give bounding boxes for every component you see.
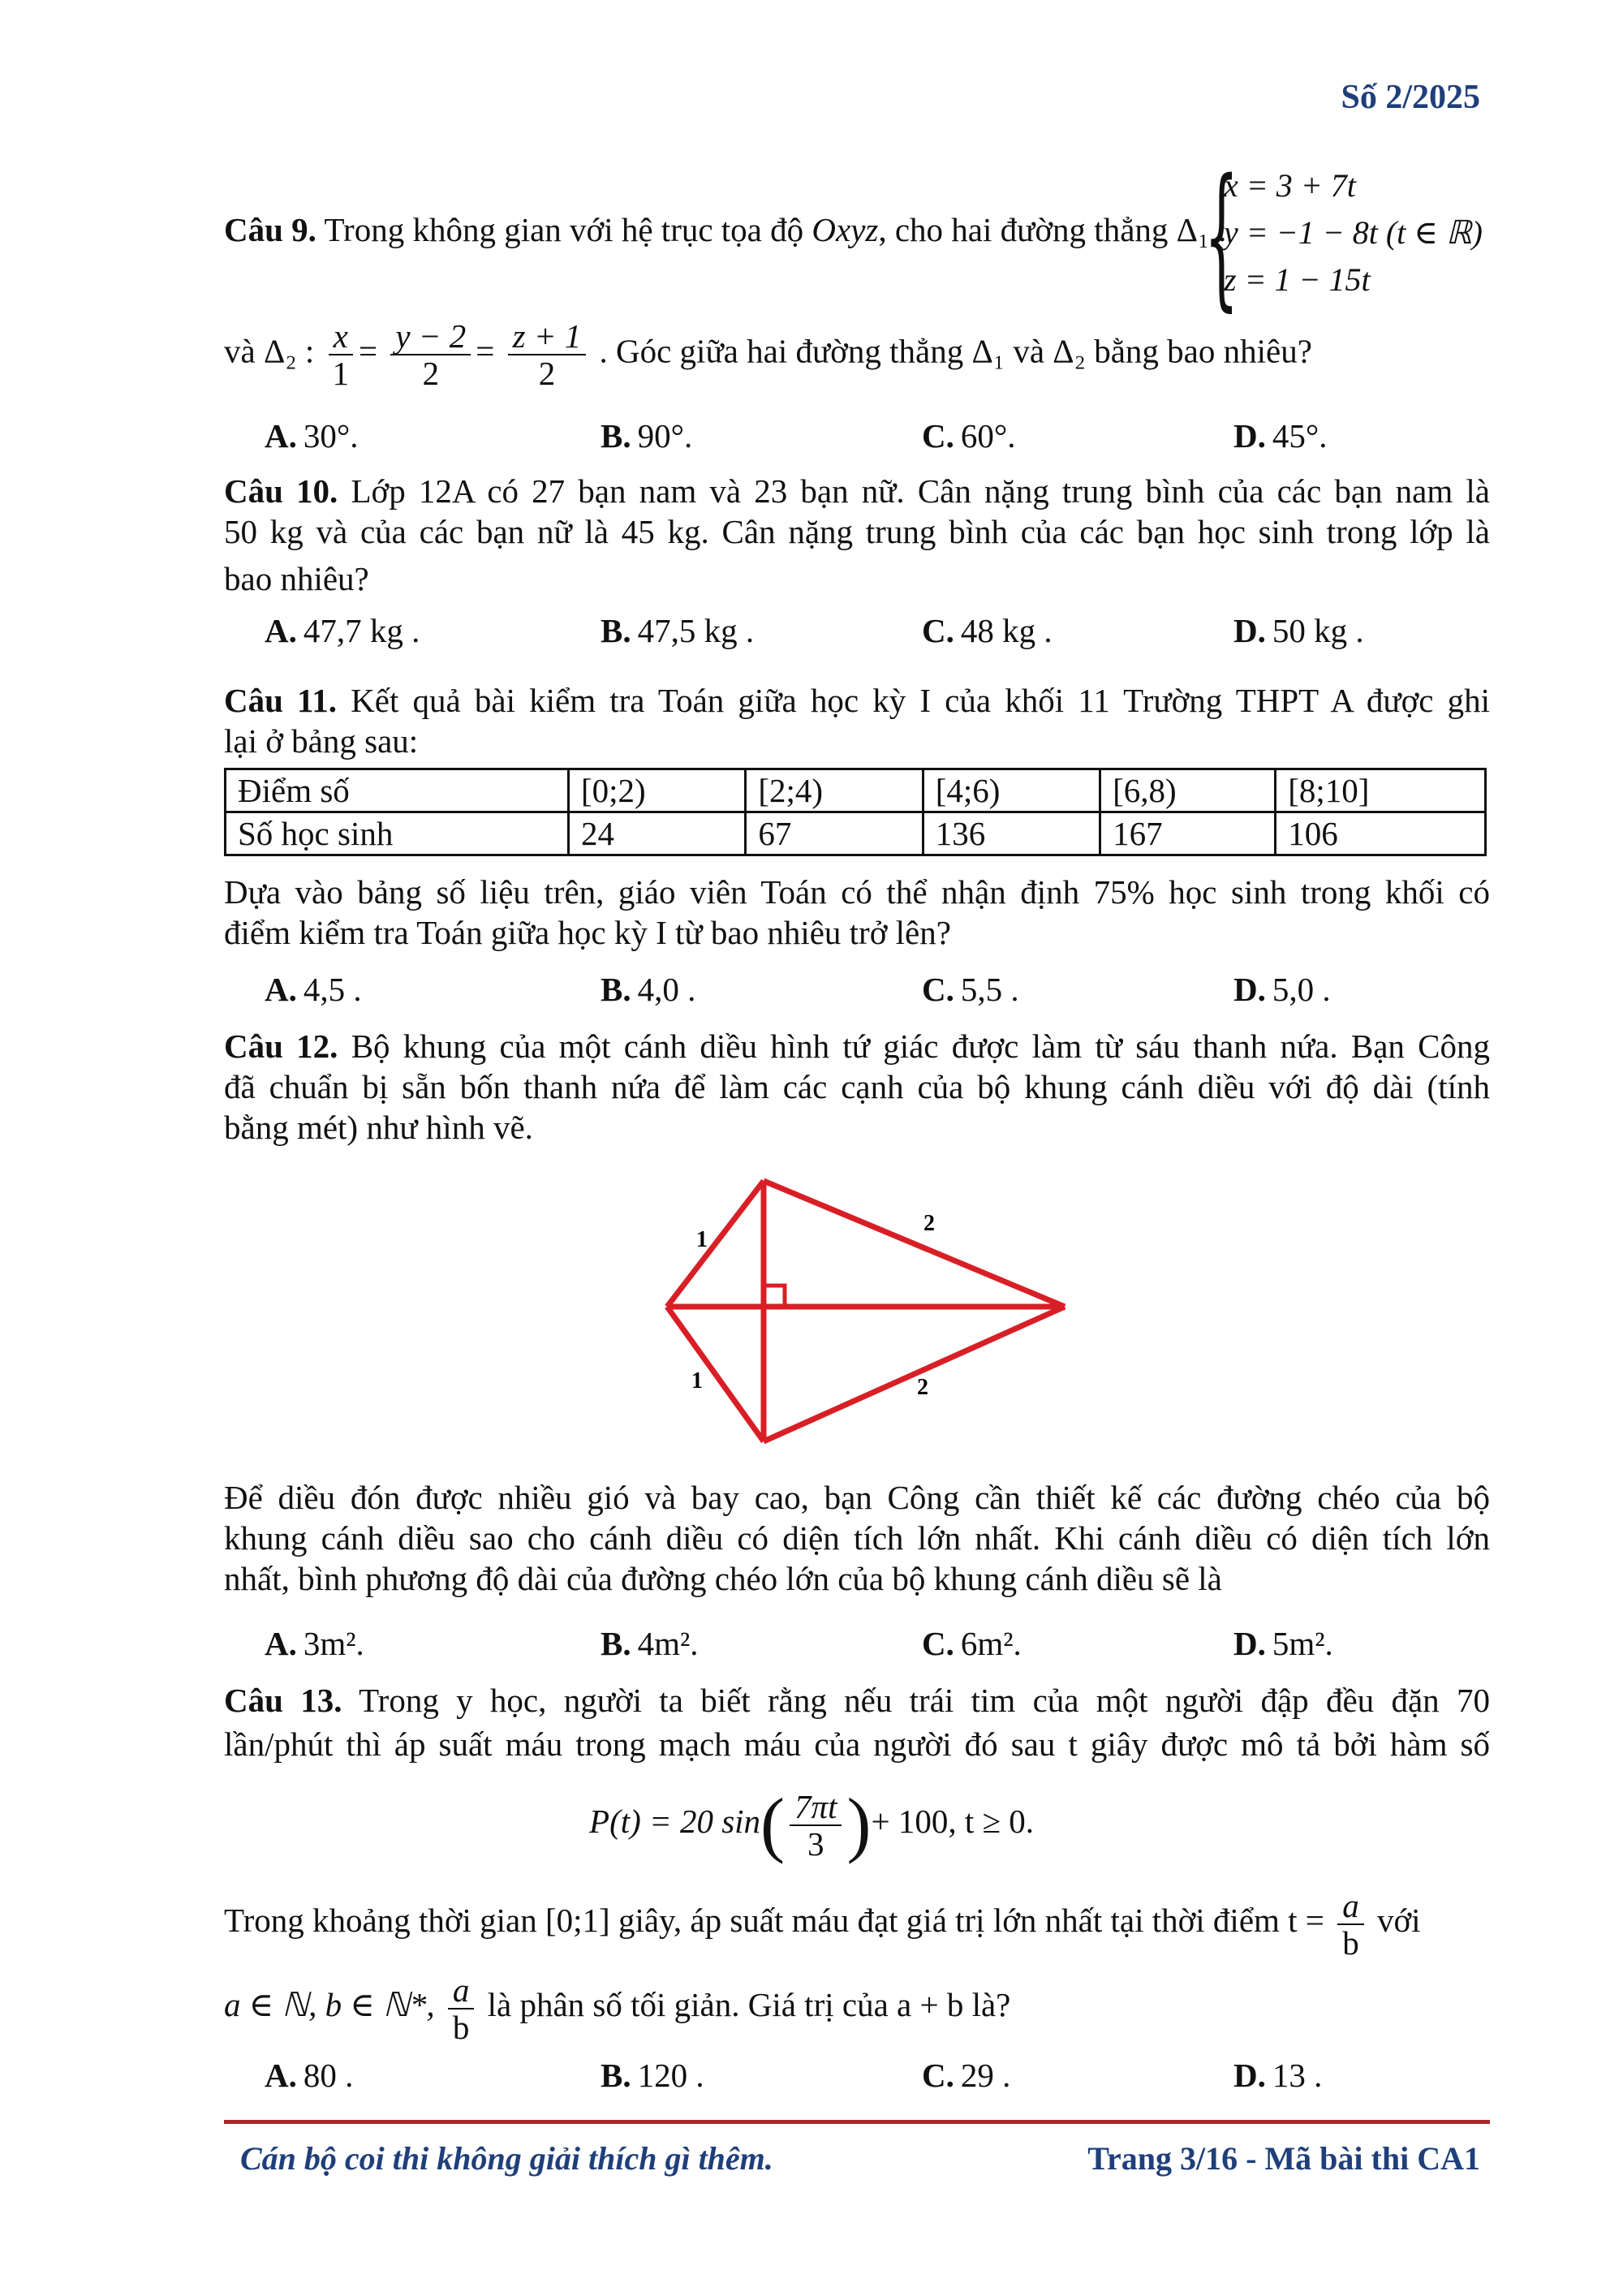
- option-letter: D.: [1233, 971, 1266, 1008]
- option-text: 4,5 .: [303, 971, 362, 1008]
- page-indicator: Trang 3/16 - Mã bài thi CA1: [1087, 2140, 1480, 2177]
- option-text: 48 kg .: [960, 612, 1053, 649]
- q12-line5: khung cánh diều sao cho cánh diều có diện tích lớn nhất. Khi cánh diều có diện tích lớn: [224, 1519, 1490, 1557]
- q13-option-d[interactable]: [1233, 2055, 1322, 2096]
- q9-stem-a: Trong không gian với hệ trục tọa độ: [324, 211, 804, 248]
- option-text: 120 .: [637, 2057, 704, 2094]
- option-text: 30°.: [303, 417, 359, 454]
- option-letter: B.: [601, 612, 631, 649]
- q9-option-d[interactable]: [1233, 416, 1328, 456]
- table-cell: [4;6): [923, 769, 1100, 812]
- q13-option-a[interactable]: [265, 2055, 353, 2096]
- issue-number: Số 2/2025: [1341, 79, 1480, 116]
- q9-option-b[interactable]: [601, 416, 692, 456]
- paren-close: ): [846, 1784, 872, 1865]
- q13-frac-ab2: [448, 1972, 475, 2045]
- q13-line4: [224, 1967, 1490, 2045]
- q12-option-c[interactable]: [922, 1623, 1022, 1664]
- q13-formula: [0, 1782, 1623, 1864]
- label-top-right: 2: [923, 1211, 935, 1236]
- q13-line3-b: với: [1376, 1902, 1421, 1939]
- option-text: 50 kg .: [1272, 612, 1364, 649]
- option-text: 13 .: [1272, 2057, 1323, 2094]
- option-letter: A.: [265, 2057, 297, 2094]
- footer-note: Cán bộ coi thi không giải thích gì thêm.: [240, 2140, 773, 2177]
- option-text: 47,5 kg .: [637, 612, 755, 649]
- q10-line1-text: Lớp 12A có 27 bạn nam và 23 bạn nữ. Cân nặng trung bình của các bạn nam là: [351, 472, 1491, 510]
- q12-line1-text: Bộ khung của một cánh diều hình tứ giác được làm từ sáu thanh nứa. Bạn Công: [351, 1027, 1491, 1065]
- q11-line3: Dựa vào bảng số liệu trên, giáo viên Toán có thể nhận định 75% học sinh trong khối có: [224, 873, 1490, 911]
- option-letter: D.: [1233, 2057, 1266, 2094]
- system-brace: {: [1204, 146, 1239, 325]
- option-text: 47,7 kg .: [303, 612, 420, 649]
- option-text: 60°.: [960, 417, 1016, 454]
- q9-f2-den: 2: [422, 355, 440, 392]
- label-bottom-right: 2: [917, 1375, 928, 1400]
- q9-f3-den: 2: [538, 355, 556, 392]
- kite-figure: [649, 1169, 1087, 1461]
- q11-option-c[interactable]: [922, 969, 1019, 1010]
- label-bottom-left: 1: [691, 1368, 703, 1394]
- q11-line2: lại ở bảng sau:: [224, 722, 419, 760]
- option-letter: A.: [265, 612, 297, 649]
- q9-equation-system: [1224, 162, 1483, 304]
- q11-line1-text: Kết quả bài kiểm tra Toán giữa học kỳ I của khối 11 Trường THPT A được ghi: [351, 682, 1490, 719]
- q9-f3-num: z + 1: [508, 318, 587, 355]
- q10-line1: [224, 471, 1490, 511]
- option-letter: C.: [922, 612, 954, 649]
- q13-line3: [224, 1883, 1490, 1961]
- option-text: 80 .: [303, 2057, 354, 2094]
- q12-line4: Để diều đón được nhiều gió và bay cao, bạn Công cần thiết kế các đường chéo của bộ: [224, 1479, 1490, 1516]
- q9-frac1: [328, 318, 355, 391]
- option-text: 4m².: [637, 1625, 699, 1662]
- option-text: 29 .: [960, 2057, 1011, 2094]
- option-text: 90°.: [637, 417, 693, 454]
- footer-divider: [224, 2120, 1490, 2124]
- option-letter: D.: [1233, 612, 1266, 649]
- table-cell: Số học sinh: [226, 812, 569, 855]
- table-row: [226, 812, 1486, 855]
- q9-f1-num: x: [329, 318, 353, 355]
- option-text: 5m².: [1272, 1625, 1333, 1662]
- q13-option-c[interactable]: [922, 2055, 1010, 2096]
- score-table: [224, 768, 1487, 856]
- q9-sys-y: y = −1 − 8t (t ∈ ℝ): [1224, 214, 1483, 251]
- option-text: 6m².: [960, 1625, 1022, 1662]
- q10-label: Câu 10.: [224, 472, 338, 510]
- q9-frac2: [390, 318, 471, 391]
- option-text: 5,0 .: [1272, 971, 1331, 1008]
- table-cell: [0;2): [569, 769, 746, 812]
- q9-stem-b: , cho hai đường thẳng Δ₁ :: [878, 211, 1227, 248]
- q9-frac3: [508, 318, 587, 391]
- table-cell: 106: [1276, 812, 1486, 855]
- q12-line6: nhất, bình phương độ dài của đường chéo lớn của bộ khung cánh diều sẽ là: [224, 1560, 1222, 1597]
- q9-f1-den: 1: [332, 355, 349, 392]
- q12-line3: bằng mét) như hình vẽ.: [224, 1109, 533, 1146]
- table-cell: 24: [569, 812, 746, 855]
- q9-sys-x: x = 3 + 7t: [1224, 167, 1356, 204]
- table-cell: [2;4): [746, 769, 923, 812]
- option-letter: D.: [1233, 417, 1266, 454]
- formula-num: 7πt: [790, 1789, 842, 1826]
- q11-option-a[interactable]: [265, 969, 362, 1010]
- q10-line3: bao nhiêu?: [224, 560, 369, 597]
- option-letter: B.: [601, 1625, 631, 1662]
- option-letter: C.: [922, 2057, 954, 2094]
- table-row: [226, 769, 1486, 812]
- q13-line4-b: là phân số tối giản. Giá trị của a + b là?: [487, 1986, 1011, 2023]
- q13-line1: [224, 1680, 1490, 1721]
- q13-line3-a: Trong khoảng thời gian [0;1] giây, áp suất máu đạt giá trị lớn nhất tại thời điểm t =: [224, 1902, 1324, 1939]
- q12-option-d[interactable]: [1233, 1623, 1333, 1664]
- q12-option-b[interactable]: [601, 1623, 699, 1664]
- formula-b: + 100, t ≥ 0.: [871, 1803, 1034, 1840]
- option-text: 5,5 .: [960, 971, 1019, 1008]
- paren-open: (: [760, 1784, 786, 1865]
- q12-line2: đã chuẩn bị sẵn bốn thanh nứa để làm các cạnh của bộ khung cánh diều với độ dài (tính: [224, 1068, 1490, 1105]
- option-letter: B.: [601, 971, 631, 1008]
- q9-f2-num: y − 2: [390, 318, 471, 355]
- q10-option-a[interactable]: [265, 610, 420, 651]
- q11-option-d[interactable]: [1233, 969, 1331, 1010]
- option-letter: B.: [601, 417, 631, 454]
- q9-line2-b: . Góc giữa hai đường thẳng Δ₁ và Δ₂ bằng bao nhiêu?: [599, 332, 1312, 370]
- kite-edge-bottom-right: [764, 1307, 1065, 1441]
- q11-option-b[interactable]: [601, 969, 695, 1010]
- option-text: 3m².: [303, 1625, 364, 1662]
- q9-oxyz: Oxyz: [812, 211, 879, 248]
- kite-frame: [667, 1181, 1065, 1441]
- q13-line1-text: Trong y học, người ta biết rằng nếu trái tim của một người đập đều đặn 70: [359, 1682, 1490, 1719]
- q13-frac-ab: [1337, 1888, 1364, 1961]
- q9-line2: và Δ₂ : $\frac{x}{1}$ = $\frac{y - 2}{2}$ = $\frac{z + 1}{2}$ . Góc giữa hai đường thẳng Δ₁ và Δ₂ bằng bao nhiêu?: [224, 317, 1312, 392]
- label-top-left: 1: [696, 1227, 708, 1252]
- q13-label: Câu 13.: [224, 1682, 342, 1719]
- q11-line1: [224, 680, 1490, 721]
- q11-line4: điểm kiểm tra Toán giữa học kỳ I từ bao nhiêu trở lên?: [224, 914, 951, 951]
- q9-label: Câu 9.: [224, 211, 316, 248]
- kite-edge-bottom-left: [667, 1307, 764, 1441]
- q13-line4-a: a ∈ ℕ, b ∈ ℕ*,: [224, 1986, 435, 2023]
- option-text: 45°.: [1272, 417, 1328, 454]
- table-cell: [6,8): [1100, 769, 1276, 812]
- q13-option-b[interactable]: [601, 2055, 704, 2096]
- q10-option-b[interactable]: [601, 610, 754, 651]
- frac-num: a: [448, 1972, 475, 2010]
- q10-line2: 50 kg và của các bạn nữ là 45 kg. Cân nặng trung bình của các bạn học sinh trong lớp là: [224, 513, 1490, 550]
- option-letter: A.: [265, 1625, 297, 1662]
- option-letter: D.: [1233, 1625, 1266, 1662]
- q12-option-a[interactable]: [265, 1623, 364, 1664]
- q12-label: Câu 12.: [224, 1027, 338, 1065]
- q9-option-c[interactable]: [922, 416, 1016, 456]
- option-text: 4,0 .: [637, 971, 696, 1008]
- formula-a: P(t) = 20 sin: [589, 1803, 761, 1840]
- option-letter: B.: [601, 2057, 631, 2094]
- right-angle-mark: [764, 1286, 785, 1307]
- table-cell: Điểm số: [226, 769, 569, 812]
- q9-stem: [224, 209, 1227, 250]
- table-cell: 136: [923, 812, 1100, 855]
- option-letter: C.: [922, 417, 954, 454]
- q9-option-a[interactable]: [265, 416, 359, 456]
- table-cell: 167: [1100, 812, 1276, 855]
- table-cell: [8;10]: [1276, 769, 1486, 812]
- kite-edge-top-left: [667, 1181, 764, 1307]
- q10-option-c[interactable]: [922, 610, 1053, 651]
- q12-line1: [224, 1026, 1490, 1066]
- frac-den: b: [452, 2008, 470, 2046]
- option-letter: A.: [265, 971, 297, 1008]
- kite-edge-top-right: [764, 1181, 1065, 1307]
- formula-frac: [790, 1789, 842, 1862]
- formula-den: 3: [807, 1824, 824, 1863]
- option-letter: A.: [265, 417, 297, 454]
- q10-option-d[interactable]: [1233, 610, 1364, 651]
- q9-line2-a: và Δ₂ :: [224, 332, 315, 370]
- table-cell: 67: [746, 812, 923, 855]
- q13-line2: lần/phút thì áp suất máu trong mạch máu của người đó sau t giây được mô tả bởi hàm số: [224, 1725, 1490, 1763]
- frac-den: b: [1342, 1923, 1359, 1962]
- q11-label: Câu 11.: [224, 682, 338, 719]
- option-letter: C.: [922, 971, 954, 1008]
- option-letter: C.: [922, 1625, 954, 1662]
- q9-sys-z: z = 1 − 15t: [1224, 261, 1371, 298]
- frac-num: a: [1337, 1888, 1364, 1925]
